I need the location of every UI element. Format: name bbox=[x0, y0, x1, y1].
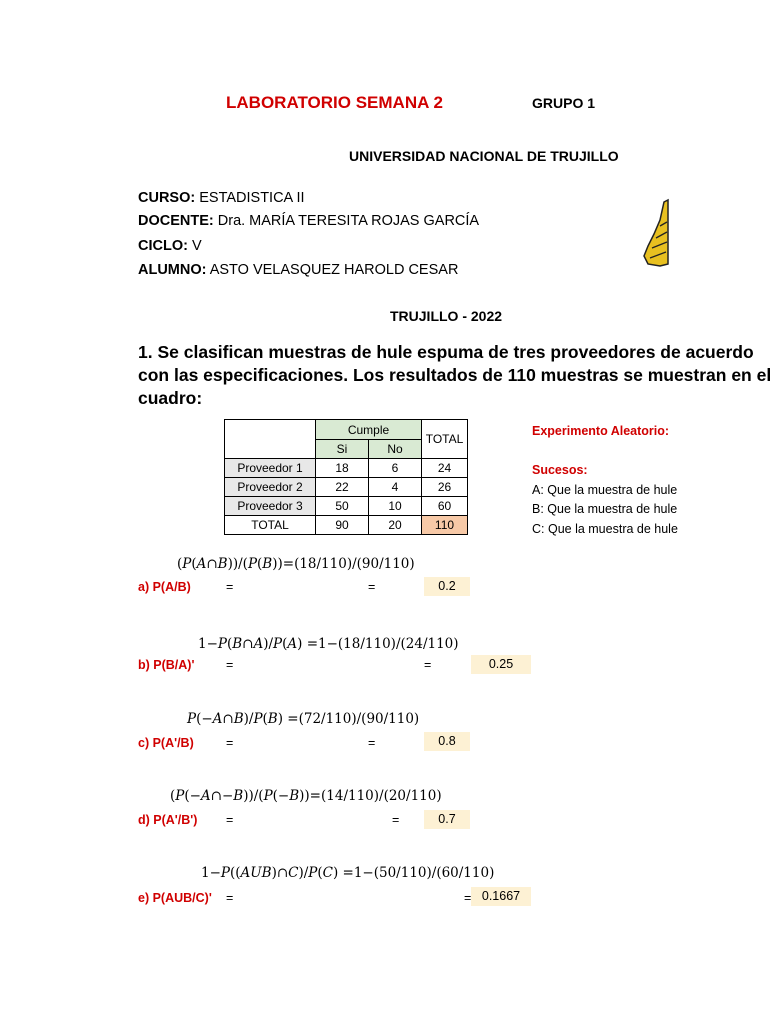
group-label: GRUPO 1 bbox=[532, 95, 596, 111]
table-header-row bbox=[225, 420, 468, 440]
formula-e: 1−𝑃((𝐴𝑈𝐵)∩𝐶)/𝑃(𝐶) =1−(50/110)/(60/110) bbox=[201, 865, 495, 881]
table-corner-cell bbox=[225, 420, 316, 459]
alumno-value: ASTO VELASQUEZ HAROLD CESAR bbox=[209, 262, 459, 278]
event-a: A: Que la muestra de hule bbox=[532, 483, 678, 497]
equals-c-2: = bbox=[368, 736, 376, 750]
equals-a-2: = bbox=[368, 580, 376, 594]
university-name: UNIVERSIDAD NACIONAL DE TRUJILLO bbox=[349, 148, 619, 164]
si-header: Si bbox=[316, 440, 369, 459]
lab-title: LABORATORIO SEMANA 2 bbox=[226, 93, 443, 112]
docente-label: DOCENTE: bbox=[138, 213, 214, 229]
city-year: TRUJILLO - 2022 bbox=[390, 308, 503, 324]
equals-c-1: = bbox=[226, 736, 234, 750]
equals-a-1: = bbox=[226, 580, 234, 594]
problem-line-2: con las especificaciones. Los resultados de 110 muestras se muestran en el bbox=[138, 365, 771, 385]
table-row bbox=[225, 478, 468, 497]
event-c: C: Que la muestra de hule bbox=[532, 522, 678, 536]
equals-b-1: = bbox=[226, 658, 234, 672]
alumno-label: ALUMNO: bbox=[138, 262, 207, 278]
experiment-label: Experimento Aleatorio: bbox=[532, 424, 670, 438]
university-logo-icon bbox=[640, 198, 668, 268]
cell-no: 10 bbox=[369, 497, 422, 516]
curso-line bbox=[138, 190, 305, 206]
table-total-row bbox=[225, 516, 468, 535]
events-label: Sucesos: bbox=[532, 463, 588, 477]
formula-b: 1−𝑃(𝐵∩𝐴)/𝑃(𝐴) =1−(18/110)/(24/110) bbox=[198, 636, 459, 652]
grand-total-cell: 110 bbox=[422, 516, 468, 535]
ciclo-value: V bbox=[191, 238, 202, 254]
label-a: a) P(A/B) bbox=[138, 580, 191, 594]
cell-total: 60 bbox=[422, 497, 468, 516]
label-c: c) P(A'/B) bbox=[138, 736, 194, 750]
equals-b-2: = bbox=[424, 658, 432, 672]
result-e: 0.1667 bbox=[471, 887, 531, 906]
docente-value: Dra. MARÍA TERESITA ROJAS GARCÍA bbox=[217, 213, 480, 229]
cell-si: 22 bbox=[316, 478, 369, 497]
problem-statement bbox=[138, 341, 771, 410]
cell-no: 6 bbox=[369, 459, 422, 478]
equals-e-2: = bbox=[464, 891, 472, 905]
cumple-header: Cumple bbox=[316, 420, 422, 440]
cell-si: 50 bbox=[316, 497, 369, 516]
label-b: b) P(B/A)' bbox=[138, 658, 195, 672]
ciclo-label: CICLO: bbox=[138, 238, 188, 254]
cell-no: 20 bbox=[369, 516, 422, 535]
formula-c: 𝑃(−𝐴∩𝐵)/𝑃(𝐵) =(72/110)/(90/110) bbox=[187, 711, 420, 727]
result-c: 0.8 bbox=[424, 732, 470, 751]
problem-line-1: 1. Se clasifican muestras de hule espuma de tres proveedores de acuerdo bbox=[138, 342, 754, 362]
cell-total: 26 bbox=[422, 478, 468, 497]
label-d: d) P(A'/B') bbox=[138, 813, 198, 827]
table-row bbox=[225, 459, 468, 478]
result-a: 0.2 bbox=[424, 577, 470, 596]
ciclo-line bbox=[138, 238, 202, 254]
curso-label: CURSO: bbox=[138, 190, 196, 206]
alumno-line bbox=[138, 262, 458, 278]
cell-no: 4 bbox=[369, 478, 422, 497]
label-e: e) P(AUB/C)' bbox=[138, 891, 212, 905]
row-label: Proveedor 1 bbox=[225, 459, 316, 478]
equals-d-1: = bbox=[226, 813, 234, 827]
cell-total: 24 bbox=[422, 459, 468, 478]
row-label: TOTAL bbox=[225, 516, 316, 535]
result-d: 0.7 bbox=[424, 810, 470, 829]
curso-value: ESTADISTICA II bbox=[199, 190, 305, 206]
problem-line-3: cuadro: bbox=[138, 388, 203, 408]
row-label: Proveedor 2 bbox=[225, 478, 316, 497]
docente-line bbox=[138, 213, 480, 229]
cell-si: 18 bbox=[316, 459, 369, 478]
equals-d-2: = bbox=[392, 813, 400, 827]
table-row bbox=[225, 497, 468, 516]
cell-si: 90 bbox=[316, 516, 369, 535]
event-b: B: Que la muestra de hule bbox=[532, 502, 678, 516]
total-header: TOTAL bbox=[422, 420, 468, 459]
formula-a: (𝑃(𝐴∩𝐵))/(𝑃(𝐵))=(18/110)/(90/110) bbox=[177, 556, 415, 572]
formula-d: (𝑃(−𝐴∩−𝐵))/(𝑃(−𝐵))=(14/110)/(20/110) bbox=[170, 788, 442, 804]
row-label: Proveedor 3 bbox=[225, 497, 316, 516]
no-header: No bbox=[369, 440, 422, 459]
equals-e-1: = bbox=[226, 891, 234, 905]
contingency-table bbox=[224, 419, 468, 535]
result-b: 0.25 bbox=[471, 655, 531, 674]
